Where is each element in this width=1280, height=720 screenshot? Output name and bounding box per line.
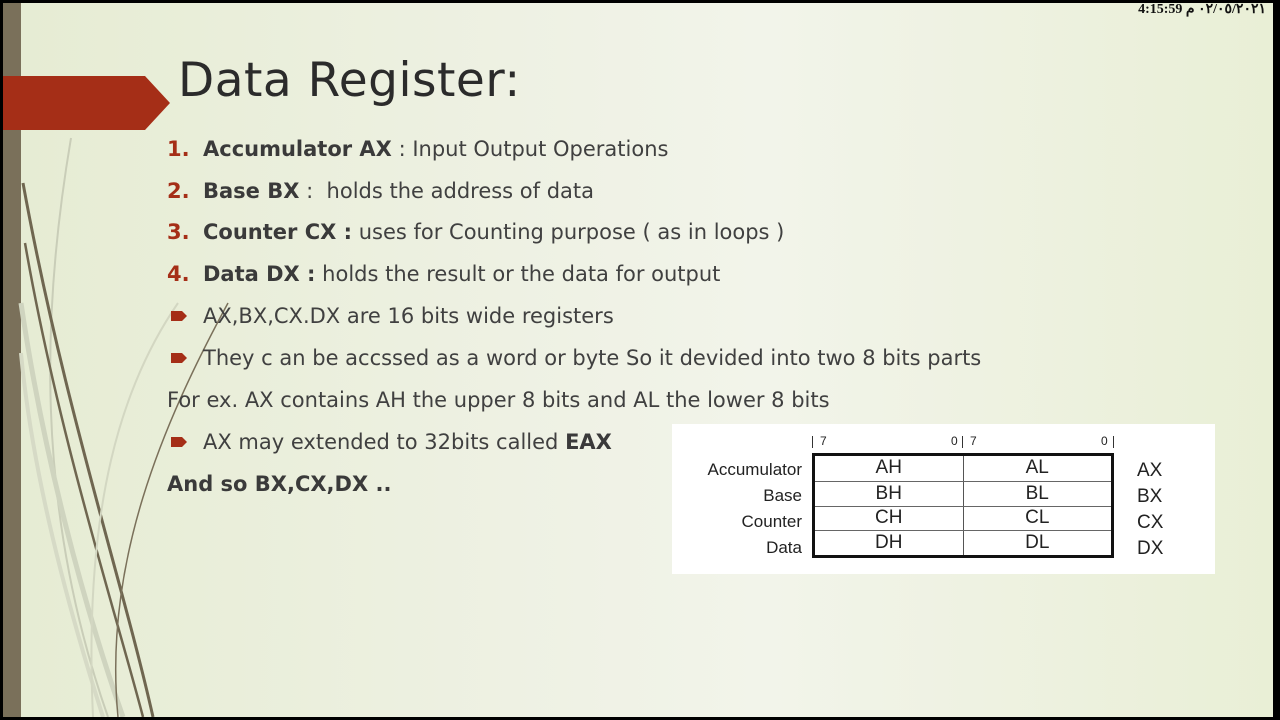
title-arrow-icon xyxy=(3,76,173,130)
low-byte-cell: BL xyxy=(963,482,1112,506)
bit-tick xyxy=(962,436,963,448)
high-byte-cell: CH xyxy=(875,507,903,529)
item-description: holds the address of data xyxy=(326,179,595,203)
bullet-item xyxy=(167,338,981,378)
bit-label-high-start: 7 xyxy=(820,434,827,448)
bullet-text: AX may extended to 32bits called xyxy=(203,430,566,454)
bullet-bold-term: EAX xyxy=(565,430,612,454)
item-description: uses for Counting purpose ( as in loops ) xyxy=(358,220,785,244)
register-row xyxy=(815,456,1111,481)
item-number: 2. xyxy=(167,179,190,203)
low-byte-cell: CL xyxy=(963,507,1112,531)
register-name: DX xyxy=(1137,538,1164,559)
register-table xyxy=(812,453,1114,558)
high-byte-cell: DH xyxy=(875,532,903,554)
arrow-bullet-icon xyxy=(167,422,203,462)
register-name: AX xyxy=(1137,460,1163,481)
item-description: holds the result or the data for output xyxy=(322,262,721,286)
item-separator xyxy=(315,262,322,286)
numbered-item xyxy=(167,171,594,211)
bullet-text: AX,BX,CX.DX are 16 bits wide registers xyxy=(203,304,614,328)
item-term: Accumulator AX xyxy=(203,137,392,161)
numbered-item xyxy=(167,254,720,294)
arrow-bullet-icon xyxy=(167,338,203,378)
bullet-item xyxy=(167,422,612,462)
item-term: Data DX : xyxy=(203,262,316,286)
arrow-bullet-icon xyxy=(167,296,203,336)
numbered-item xyxy=(167,129,668,169)
example-text: For ex. AX contains AH the upper 8 bits and AL the lower 8 bits xyxy=(167,388,830,412)
row-label: Base xyxy=(763,486,802,505)
closing-line: And so BX,CX,DX .. xyxy=(167,472,392,496)
presentation-slide xyxy=(3,3,1273,717)
bit-label-low-end: 0 xyxy=(1101,434,1108,448)
item-term: Base BX xyxy=(203,179,300,203)
bit-label-low-start: 7 xyxy=(970,434,977,448)
row-label: Data xyxy=(766,538,802,557)
item-term: Counter CX : xyxy=(203,220,352,244)
item-number: 3. xyxy=(167,220,190,244)
recording-timestamp: 4:15:59 ٠٢/٠٥/٢٠٢١ م xyxy=(1138,2,1266,17)
item-separator: : xyxy=(391,137,413,161)
example-line xyxy=(167,380,830,420)
register-row xyxy=(815,530,1111,555)
register-name: BX xyxy=(1137,486,1163,507)
slide-title: Data Register: xyxy=(178,53,521,108)
register-row xyxy=(815,481,1111,506)
bullet-text: They c an be accssed as a word or byte So it devided into two 8 bits parts xyxy=(203,346,982,370)
item-number: 4. xyxy=(167,262,190,286)
bit-label-high-end: 0 xyxy=(951,434,958,448)
low-byte-cell: DL xyxy=(963,531,1112,555)
bullet-item xyxy=(167,296,614,336)
numbered-item xyxy=(167,212,784,252)
register-diagram xyxy=(672,424,1215,574)
register-row xyxy=(815,506,1111,531)
item-description: Input Output Operations xyxy=(412,137,669,161)
row-label: Accumulator xyxy=(707,460,802,479)
row-label: Counter xyxy=(741,512,802,531)
high-byte-cell: AH xyxy=(875,457,902,479)
low-byte-cell: AL xyxy=(963,456,1112,481)
item-separator xyxy=(352,220,359,244)
item-separator: : xyxy=(299,179,327,203)
high-byte-cell: BH xyxy=(875,482,902,504)
bit-tick xyxy=(1113,436,1114,448)
item-number: 1. xyxy=(167,137,190,161)
register-name: CX xyxy=(1137,512,1164,533)
bit-tick xyxy=(812,436,813,448)
